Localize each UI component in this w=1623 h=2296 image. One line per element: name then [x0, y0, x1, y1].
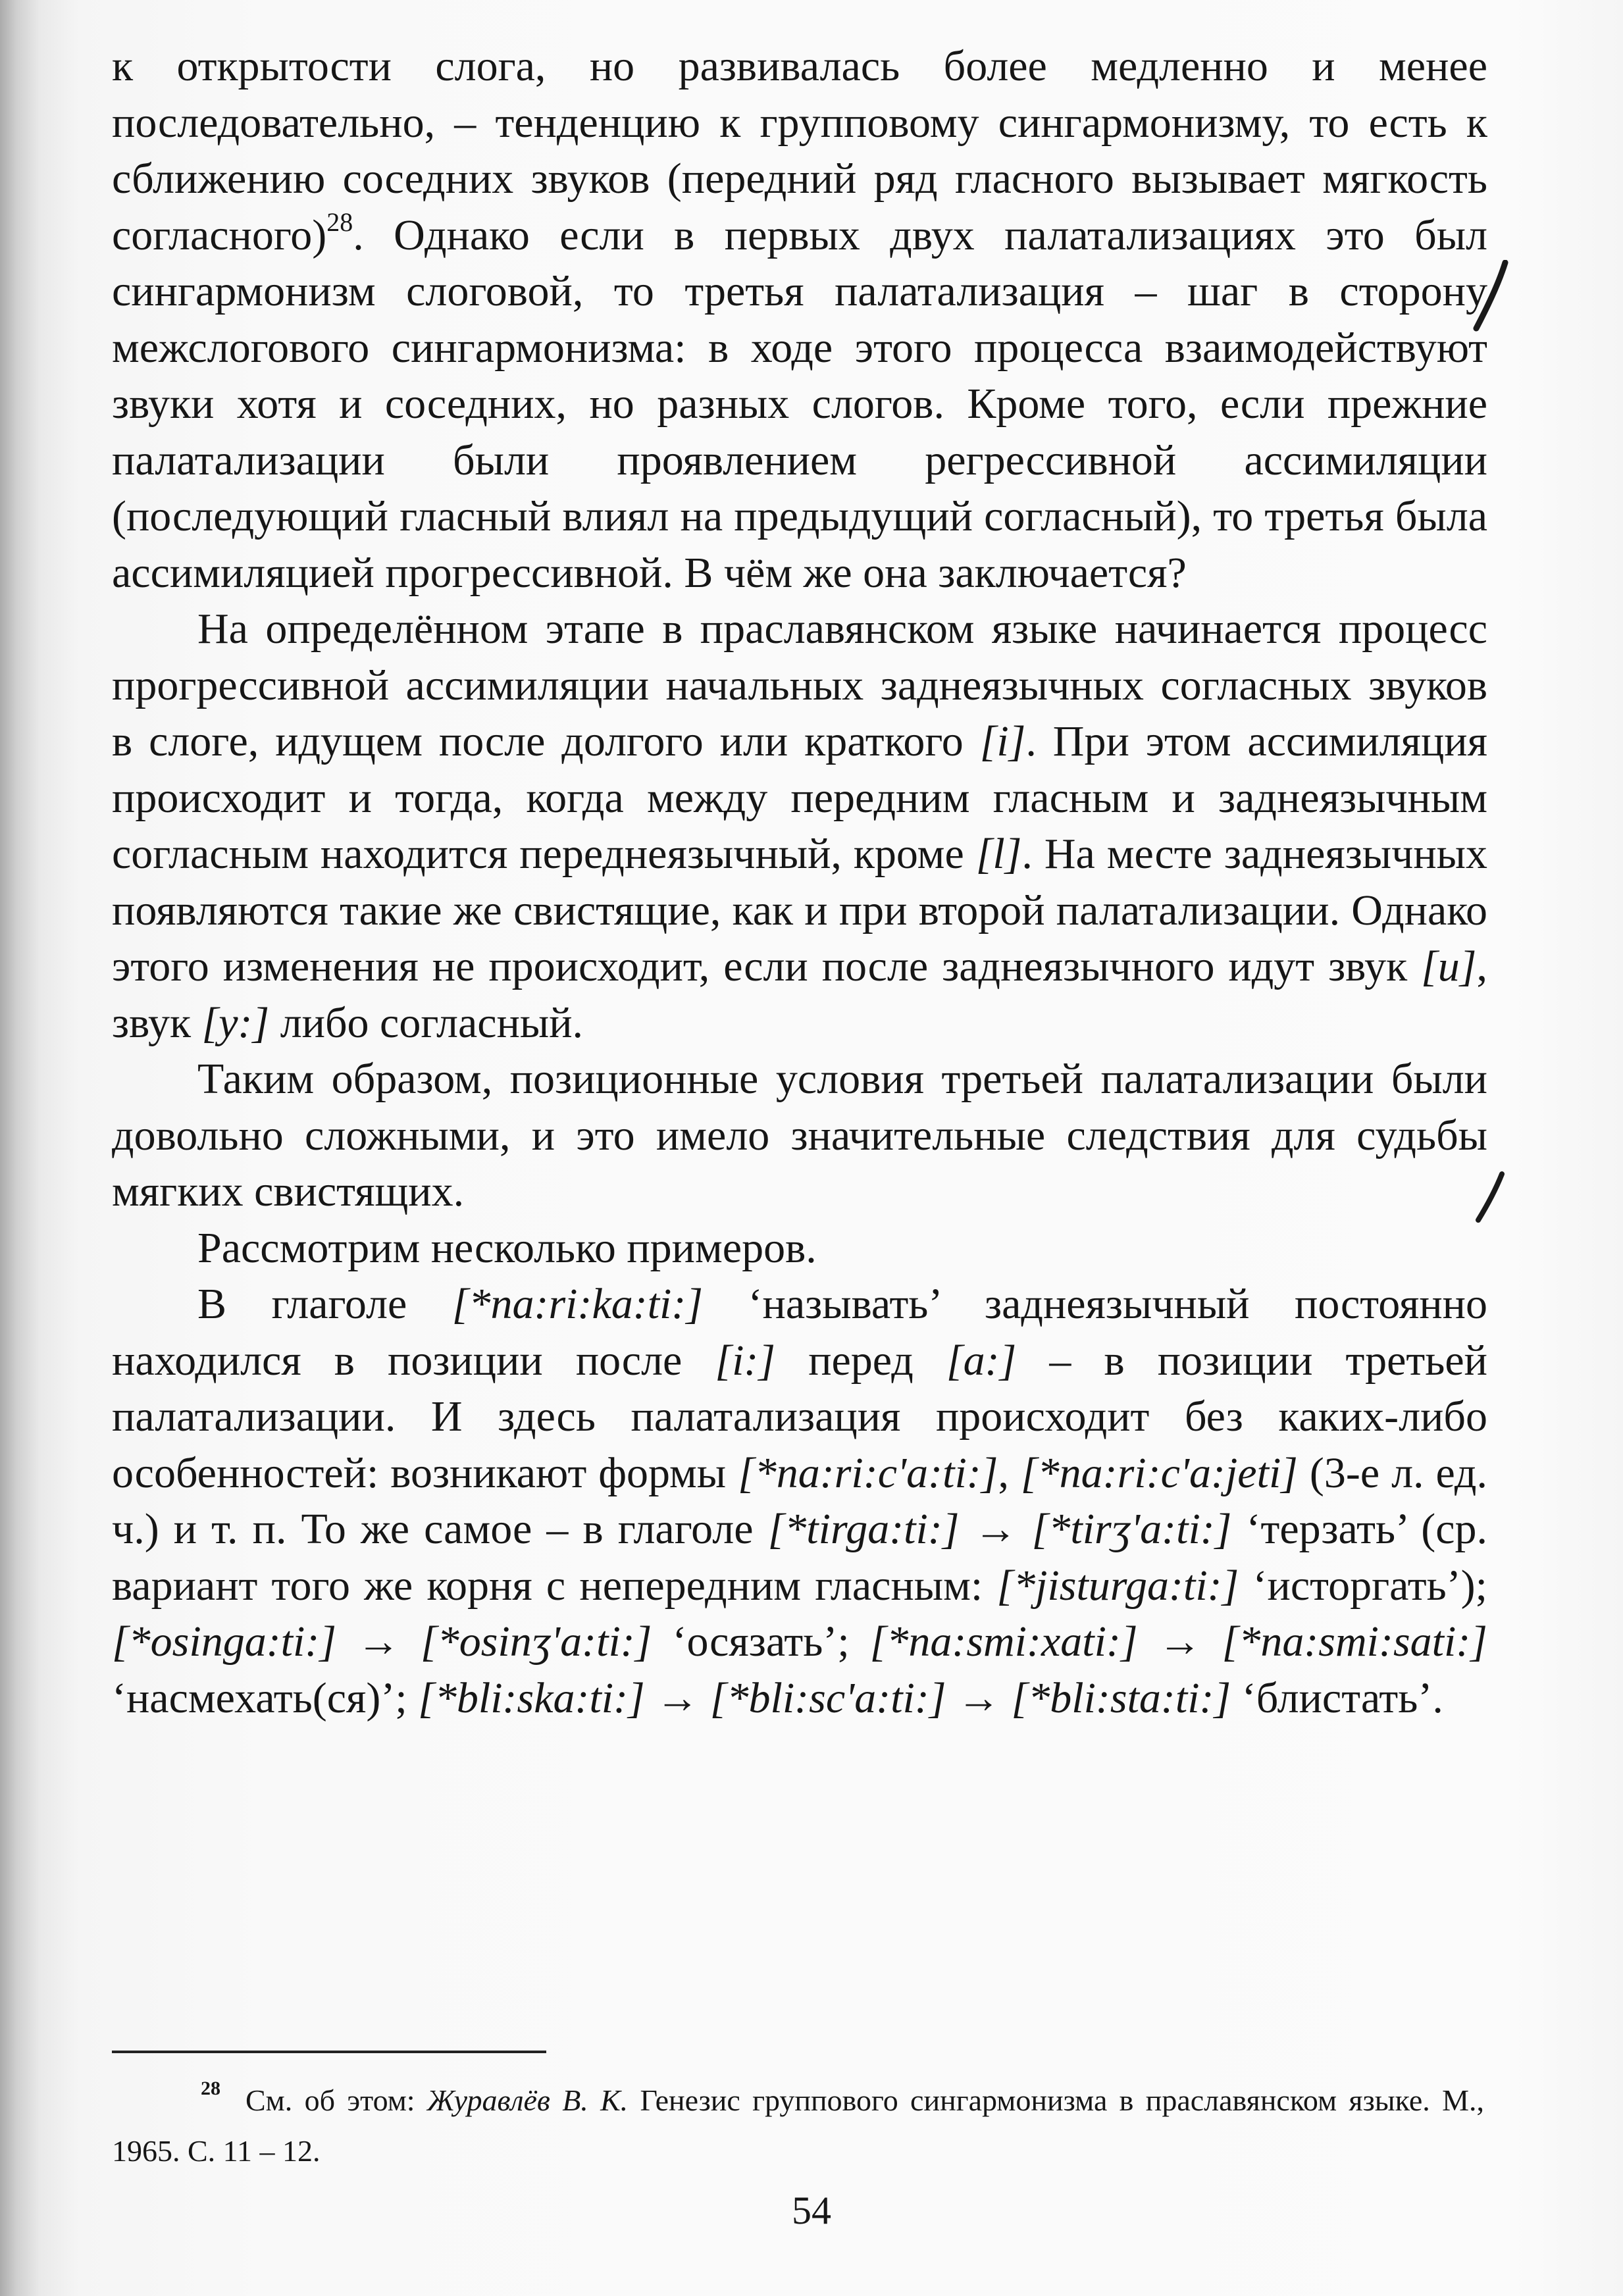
phonetic-transcription: [*tirga:ti:] → [*tirʒ'a:ti:]: [767, 1505, 1232, 1553]
footnote-divider: [112, 2051, 546, 2053]
phonetic-transcription: [*na:smi:xati:] → [*na:smi:sati:]: [869, 1618, 1487, 1666]
phonetic-transcription: [*osinga:ti:] → [*osinʒ'a:ti:]: [112, 1618, 652, 1666]
phonetic-transcription: [a:]: [946, 1336, 1017, 1385]
phonetic-transcription: [y:]: [201, 998, 270, 1047]
phonetic-transcription: [*na:ri:ka:ti:]: [451, 1280, 704, 1328]
footnote: $^{28}$ См. об этом: Журавлёв В. К. Генезис группового сингармонизма в праславянском языке. М., 1965. С. 11 – 12.: [112, 2078, 1484, 2168]
page-number: 54: [792, 2189, 831, 2232]
phonetic-transcription: [*na:ri:c'a:jeti]: [1020, 1448, 1298, 1497]
footnote-author: Журавлёв В. К.: [426, 2083, 629, 2117]
paragraph-3: Таким образом, позиционные условия третьей палатализации были довольно сложными, и это имело значительные следствия для судьбы мягких свистящих.: [112, 1055, 1487, 1215]
paragraph-4: Рассмотрим несколько примеров.: [197, 1223, 817, 1272]
phonetic-transcription: [*na:ri:c'a:ti:]: [738, 1448, 998, 1497]
paragraph-1: к открытости слога, но развивалась более медленно и менее последовательно, – тенденцию к групповому сингармонизму, то есть к сближению соседних звуков (передний ряд гласного вызывает мягкость согласного)$^{28}$. Однако если в первых двух палатализациях это был сингармонизм слоговой, то третья палатализация – шаг в сторону межслогового сингармонизма: в ходе этого процесса взаимодействуют звуки хотя и соседних, но разных слогов. Кроме того, если прежние палатализации были проявлением регрессивной ассимиляции (последующий гласный влиял на предыдущий согласный), то третья была ассимиляцией прогрессивной. В чём же она заключается?: [112, 42, 1487, 597]
footnote-reference: 28: [326, 207, 353, 237]
pencil-tick-mark: [1473, 1171, 1506, 1224]
paragraph-5: В глаголе [*na:ri:ka:ti:] ‘называть’ заднеязычный постоянно находился в позиции после [i:] перед [a:] – в позиции третьей палатализации. И здесь палатализация происходит без каких-либо особенностей: возникают формы [*na:ri:c'a:ti:], [*na:ri:c'a:jeti] (3-е л. ед. ч.) и т. п. То же самое – в глаголе [*tirga:ti:] → [*tirʒ'a:ti:] ‘терзать’ (ср. вариант того же корня с непередним гласным: [*jisturga:ti:] ‘исторгать’); [*osinga:ti:] → [*osinʒ'a:ti:] ‘осязать’; [*na:smi:xati:] → [*na:smi:sati:] ‘насмехать(ся)’; [*bli:ska:ti:] → [*bli:sc'a:ti:] → [*bli:sta:ti:] ‘блистать’.: [112, 1280, 1487, 1722]
footnote-number: 28: [201, 2078, 220, 2099]
phonetic-transcription: [u]: [1421, 942, 1477, 990]
phonetic-transcription: [l]: [975, 830, 1022, 878]
phonetic-transcription: [i:]: [715, 1336, 776, 1385]
body-text: [112, 38, 1487, 1726]
phonetic-transcription: [i]: [979, 717, 1026, 765]
paragraph-2: На определённом этапе в праславянском языке начинается процесс прогрессивной ассимиляции начальных заднеязычных согласных звуков в слоге, идущем после долгого или краткого [i]. При этом ассимиляция происходит и тогда, когда между передним гласным и заднеязычным согласным находится переднеязычный, кроме [l]. На месте заднеязычных появляются такие же свистящие, как и при второй палатализации. Однако этого изменения не происходит, если после заднеязычного идут звук [u], звук [y:] либо согласный.: [112, 605, 1488, 1047]
phonetic-transcription: [*jisturga:ti:]: [996, 1561, 1239, 1610]
phonetic-transcription: [*bli:ska:ti:] → [*bli:sc'a:ti:] → [*bli:sta:ti:]: [418, 1673, 1231, 1722]
pencil-tick-mark: [1471, 260, 1510, 332]
